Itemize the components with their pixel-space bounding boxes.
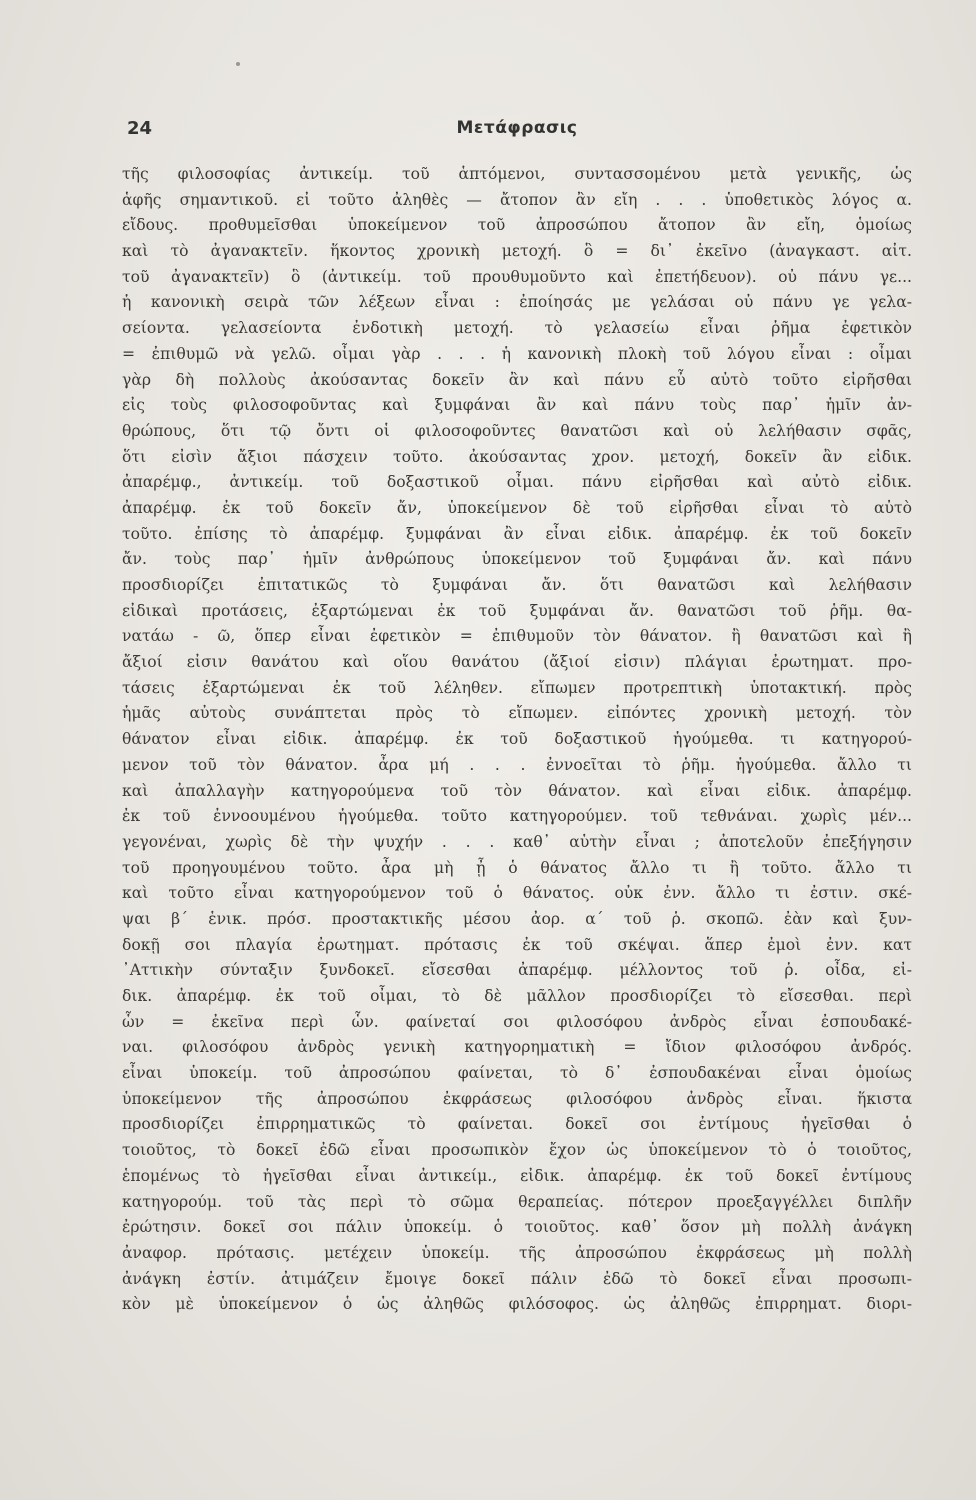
text-line: ἀναφορ. πρότασις. μετέχειν ὑποκείμ. τῆς ἀπροσώπου ἐκφράσεως μὴ πολλὴ: [122, 1243, 912, 1262]
text-line: εἰδικαὶ προτάσεις, ἐξαρτώμεναι ἐκ τοῦ ξυμφάναι ἄν. θανατῶσι τοῦ ῥῆμ. θα-: [122, 601, 912, 620]
text-line: ἄξιοί εἰσιν θανάτου καὶ οἵου θανάτου (ἄξιοί εἰσιν) πλάγιαι ἐρωτηματ. προ-: [122, 653, 912, 672]
page-number: 24: [127, 118, 153, 139]
text-line: ἄν. τοὺς παρ᾽ ἡμῖν ἀνθρώπους ὑποκείμενον τοῦ ξυμφάναι ἄν. καὶ πάνυ: [122, 550, 912, 569]
text-line: εἶναι ὑποκείμ. τοῦ ἀπροσώπου φαίνεται, τὸ δ᾽ ἐσπουδακέναι εἶναι ὁμοίως: [122, 1064, 912, 1083]
text-line: τοῦ προηγουμένου τοῦτο. ἆρα μὴ ᾖ ὁ θάνατος ἄλλο τι ἢ τοῦτο. ἄλλο τι: [122, 858, 912, 877]
text-line: γὰρ δὴ πολλοὺς ἀκούσαντας δοκεῖν ἂν καὶ πάνυ εὖ αὐτὸ τοῦτο εἰρῆσθαι: [122, 370, 912, 389]
text-line: καὶ τοῦτο εἶναι κατηγορούμενον τοῦ ὁ θάνατος. οὐκ ἐνν. ἄλλο τι ἐστιν. σκέ-: [122, 884, 912, 903]
text-line: ὅτι εἰσὶν ἄξιοι πάσχειν τοῦτο. ἀκούσαντας χρον. μετοχή, δοκεῖν ἂν εἰδικ.: [122, 447, 912, 466]
text-line: γεγονέναι, χωρὶς δὲ τὴν ψυχήν . . . καθ᾽ αὑτὴν εἶναι ; ἀποτελοῦν ἐπεξήγησιν: [122, 832, 912, 851]
text-line: τῆς φιλοσοφίας ἀντικείμ. τοῦ ἁπτόμενοι, συντασσομένου μετὰ γενικῆς, ὡς: [122, 165, 912, 183]
text-line: θρώπους, ὅτι τῷ ὄντι οἱ φιλοσοφοῦντες θανατῶσι καὶ οὐ λελήθασιν σφᾶς,: [122, 421, 912, 440]
text-line: μενον τοῦ τὸν θάνατον. ἆρα μή . . . ἐννοεῖται τὸ ῥῆμ. ἡγούμεθα. ἄλλο τι: [122, 755, 912, 774]
text-line: προσδιορίζει ἐπιτατικῶς τὸ ξυμφάναι ἄν. ὅτι θανατῶσι καὶ λελήθασιν: [122, 576, 912, 594]
text-line: ἡμᾶς αὐτοὺς συνάπτεται πρὸς τὸ εἴπωμεν. εἰπόντες χρονικὴ μετοχή. τὸν: [122, 704, 912, 723]
text-line: κὸν μὲ ὑποκείμενον ὁ ὡς ἀληθῶς φιλόσοφος. ὡς ἀληθῶς ἐπιρρηματ. διορι-: [122, 1295, 912, 1314]
text-line: ἀπαρέμφ. ἐκ τοῦ δοκεῖν ἄν, ὑποκείμενον δὲ τοῦ εἰρῆσθαι εἶναι τὸ αὐτὸ: [122, 498, 912, 517]
text-line: καὶ ἀπαλλαγὴν κατηγορούμενα τοῦ τὸν θάνατον. καὶ εἶναι εἰδικ. ἀπαρέμφ.: [122, 781, 912, 800]
text-line: ναι. φιλοσόφου ἀνδρὸς γενικὴ κατηγορηματικὴ = ἴδιον φιλοσόφου ἀνδρός.: [122, 1038, 912, 1057]
text-line: ὑποκείμενον τῆς ἀπροσώπου ἐκφράσεως φιλοσόφου ἀνδρὸς εἶναι. ἥκιστα: [122, 1089, 912, 1108]
text-line: θάνατον εἶναι εἰδικ. ἀπαρέμφ. ἐκ τοῦ δοξαστικοῦ ἡγούμεθα. τι κατηγορού-: [122, 730, 912, 749]
text-line: εἰς τοὺς φιλοσοφοῦντας καὶ ξυμφάναι ἂν καὶ πάνυ τοὺς παρ᾽ ἡμῖν ἀν-: [122, 396, 912, 415]
text-line: ἑπομένως τὸ ἡγεῖσθαι εἶναι ἀντικείμ., εἰδικ. ἀπαρέμφ. ἐκ τοῦ δοκεῖ ἐντίμους: [122, 1166, 912, 1185]
text-line: ἡ κανονικὴ σειρὰ τῶν λέξεων εἶναι : ἐποίησάς με γελάσαι οὐ πάνυ γε γελα-: [122, 293, 912, 312]
text-line: τοῦτο. ἐπίσης τὸ ἀπαρέμφ. ξυμφάναι ἂν εἶναι εἰδικ. ἀπαρέμφ. ἐκ τοῦ δοκεῖν: [122, 524, 912, 543]
text-line: ἐρώτησιν. δοκεῖ σοι πάλιν ὑποκείμ. ὁ τοιοῦτος. καθ᾽ ὅσον μὴ πολλὴ ἀνάγκη: [122, 1218, 912, 1237]
text-line: ἀνάγκη ἐστίν. ἀτιμάζειν ἔμοιγε δοκεῖ πάλιν ἐδῶ τὸ δοκεῖ εἶναι προσωπι-: [122, 1269, 912, 1288]
text-line: κατηγορούμ. τοῦ τὰς περὶ τὸ σῶμα θεραπείας. πότερον προεξαγγέλλει διπλῆν: [122, 1192, 912, 1211]
text-line: τάσεις ἐξαρτώμεναι ἐκ τοῦ λέληθεν. εἴπωμεν προτρεπτικὴ ὑποτακτική. πρὸς: [122, 678, 912, 697]
running-title: Μετάφρασις: [456, 118, 578, 138]
text-line: τοῦ ἀγανακτεῖν) ὃ (ἀντικείμ. τοῦ προυθυμοῦντο καὶ ἐπετήδευον). οὐ πάνυ γε...: [122, 267, 912, 286]
text-line: εἴδους. προθυμεῖσθαι ὑποκείμενον τοῦ ἀπροσώπου ἄτοπον ἂν εἴη, ὁμοίως: [122, 216, 912, 235]
text-line: δοκῇ σοι πλαγία ἐρωτηματ. πρότασις ἐκ τοῦ σκέψαι. ἅπερ ἐμοὶ ἐνν. κατ: [122, 935, 912, 954]
commentary-text: [122, 162, 912, 1318]
text-line: τοιοῦτος, τὸ δοκεῖ ἐδῶ εἶναι προσωπικὸν ἔχον ὡς ὑποκείμενον τὸ ὁ τοιοῦτος,: [122, 1141, 912, 1160]
text-line: νατάω - ῶ, ὅπερ εἶναι ἐφετικὸν = ἐπιθυμοῦν τὸν θάνατον. ἢ θανατῶσι καὶ ἢ: [122, 627, 912, 646]
text-line: = ἐπιθυμῶ νὰ γελῶ. οἶμαι γὰρ . . . ἡ κανονικὴ πλοκὴ τοῦ λόγου εἶναι : οἶμαι: [122, 344, 912, 363]
text-line: δικ. ἀπαρέμφ. ἐκ τοῦ οἶμαι, τὸ δὲ μᾶλλον προσδιορίζει τὸ εἴσεσθαι. περὶ: [122, 987, 912, 1005]
text-line: σείοντα. γελασείοντα ἐνδοτικὴ μετοχή. τὸ γελασείω εἶναι ῥῆμα ἐφετικὸν: [122, 319, 912, 338]
text-line: ψαι β´ ἑνικ. πρόσ. προστακτικῆς μέσου ἀορ. α´ τοῦ ῥ. σκοπῶ. ἐὰν καὶ ξυν-: [122, 909, 912, 928]
text-line: ἀπαρέμφ., ἀντικείμ. τοῦ δοξαστικοῦ οἶμαι. πάνυ εἰρῆσθαι καὶ αὐτὸ εἰδικ.: [122, 473, 912, 492]
text-line: ἐκ τοῦ ἐννοουμένου ἡγούμεθα. τοῦτο κατηγορούμεν. τοῦ τεθνάναι. χωρὶς μέν...: [122, 807, 912, 826]
text-line: προσδιορίζει ἐπιρρηματικῶς τὸ φαίνεται. δοκεῖ σοι ἐντίμους ἡγεῖσθαι ὁ: [122, 1115, 912, 1134]
text-line: ὧν = ἐκεῖνα περὶ ὧν. φαίνεταί σοι φιλοσόφου ἀνδρὸς εἶναι ἐσπουδακέ-: [122, 1012, 912, 1031]
paper-speck: [236, 62, 240, 66]
page-header: [127, 118, 907, 144]
text-line: καὶ τὸ ἀγανακτεῖν. ἥκοντος χρονικὴ μετοχή. ὃ = δι᾽ ἐκεῖνο (ἀναγκαστ. αἰτ.: [122, 242, 912, 261]
text-line: ἁφῆς σημαντικοῦ. εἰ τοῦτο ἀληθὲς — ἄτοπον ἂν εἴη . . . ὑποθετικὸς λόγος α.: [122, 190, 912, 209]
text-line: ᾽Αττικὴν σύνταξιν ξυνδοκεῖ. εἴσεσθαι ἀπαρέμφ. μέλλοντος τοῦ ῥ. οἶδα, εἰ-: [122, 961, 912, 980]
